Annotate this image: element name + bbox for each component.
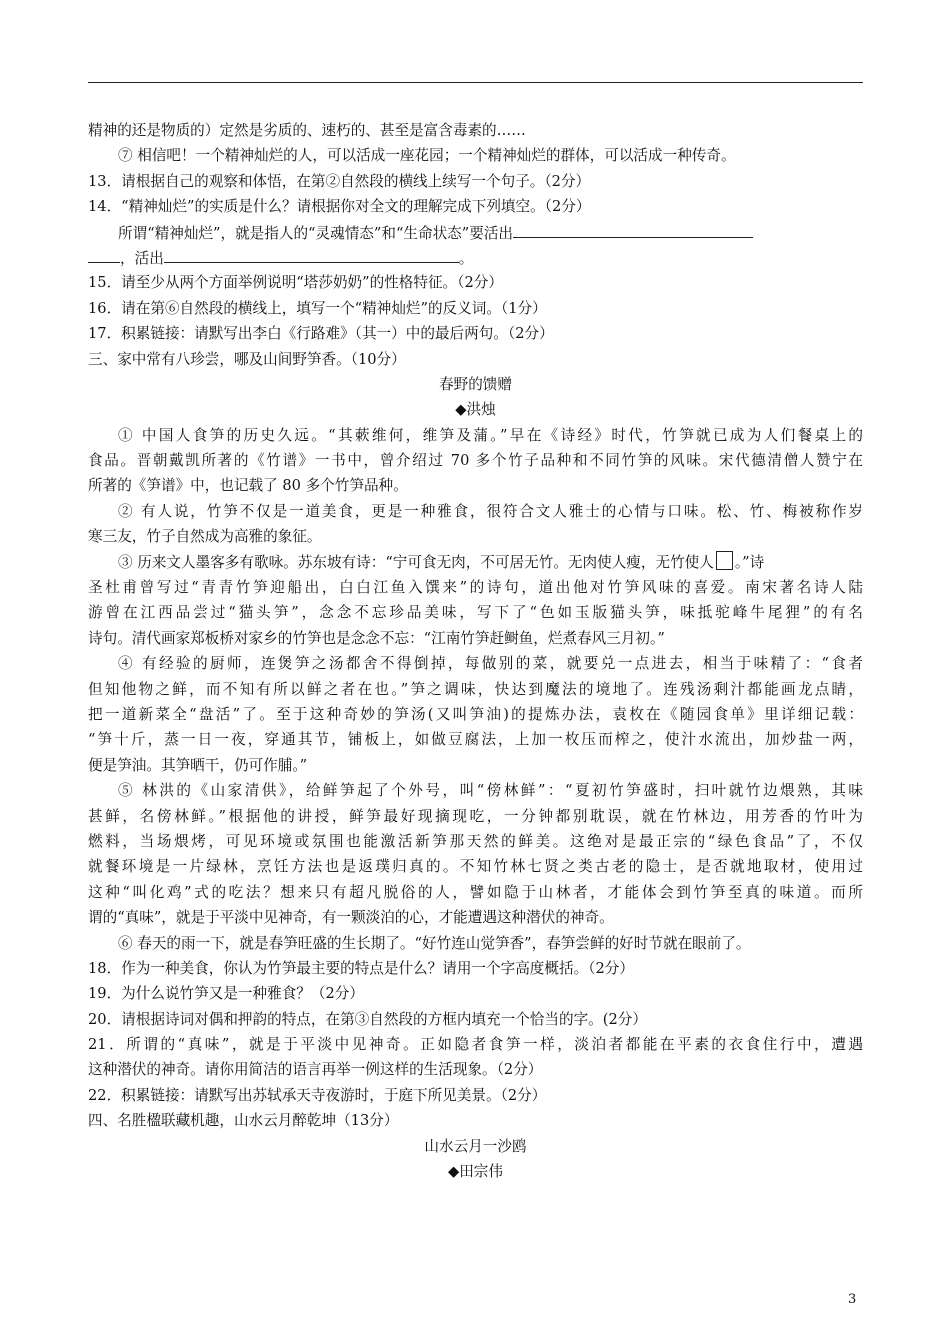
section-3-heading: 三、家中常有八珍尝，哪及山间野笋香。（10分） [88, 350, 406, 368]
paragraph-2: ② 有人说，竹笋不仅是一道美食，更是一种雅食，很符合文人雅士的心情与口味。松、竹、梅被称作岁 [118, 502, 863, 520]
paragraph-3: 诗句。清代画家郑板桥对家乡的竹笋也是念念不忘：“江南竹笋赶鲥鱼，烂煮春风三月初。” [88, 629, 665, 647]
paragraph-6: ⑥ 春天的雨一下，就是春笋旺盛的生长期了。“好竹连山觉笋香”，春笋尝鲜的好时节就在眼前了。 [118, 934, 751, 952]
paragraph-1: 所著的《笋谱》中，也记载了 80 多个竹笋品种。 [88, 477, 408, 495]
answer-blank[interactable] [164, 245, 459, 263]
section-4-heading: 四、名胜楹联藏机趣，山水云月醉乾坤（13分） [88, 1112, 399, 1130]
paragraph-5: 谓的“真味”，就是于平淡中见神奇，有一颗淡泊的心，才能遭遇这种潜伏的神奇。 [88, 909, 614, 927]
paragraph-2: 寒三友，竹子自然成为高雅的象征。 [88, 528, 322, 546]
answer-blank[interactable] [513, 220, 753, 238]
header-rule [88, 82, 863, 83]
paragraph-5: 燃料，当场煨烤，可见环境或氛围也能激活新笋那天然的鲜美。这绝对是最正宗的“绿色食品”了，不仅 [88, 832, 863, 850]
paragraph-4: 便是笋油。其笋晒干，仍可作脯。” [88, 756, 308, 774]
paragraph-7: ⑦ 相信吧！一个精神灿烂的人，可以活成一座花园；一个精神灿烂的群体，可以活成一种传奇。 [118, 147, 736, 165]
paragraph-1: ① 中国人食笋的历史久远。“其蔌维何，维笋及蒲。”早在《诗经》时代，竹笋就已成为人们餐桌上的 [118, 426, 863, 444]
question-14-fill-line-2 [88, 245, 863, 270]
question-17: 17．积累链接：请默写出李白《行路难》（其一）中的最后两句。（2分） [88, 325, 554, 343]
paragraph-4: “笋十斤，蒸一日一夜，穿通其节，铺板上，如做豆腐法，上加一枚压而榨之，使汁水流出，加炒盐一两， [88, 731, 863, 749]
question-21: 21．所谓的“真味”，就是于平淡中见神奇。正如隐者食笋一样，淡泊者都能在平素的衣食住行中，遭遇 [88, 1036, 863, 1054]
question-19: 19．为什么说竹笋又是一种雅食？（2分） [88, 985, 364, 1003]
paragraph-4: 把一道新菜全“盘活”了。至于这种奇妙的笋汤(又叫笋油)的提炼办法，袁枚在《随园食单》里详细记载： [88, 705, 863, 723]
document-body [88, 118, 863, 1184]
question-14-fill-line-1 [88, 220, 863, 245]
paragraph-4: ④ 有经验的厨师，连煲笋之汤都舍不得倒掉，每做别的菜，就要兑一点进去，相当于味精了：“食者 [118, 655, 863, 673]
paragraph-5: 这种“叫化鸡”式的吃法？想来只有超凡脱俗的人，譬如隐于山林者，才能体会到竹笋至真的味道。而所 [88, 883, 863, 901]
question-16: 16．请在第⑥自然段的横线上，填写一个“精神灿烂”的反义词。（1分） [88, 299, 547, 317]
question-14-fill-text: 所谓“精神灿烂”，就是指人的“灵魂情态”和“生命状态”要活出 [118, 224, 514, 242]
answer-blank[interactable] [88, 245, 120, 263]
paragraph-3-text: ③ 历来文人墨客多有歌咏。苏东坡有诗：“宁可食无肉，不可居无竹。无肉使人瘦，无竹使人 [118, 553, 714, 571]
paragraph-5: 就餐环境是一片绿林，烹饪方法也是返璞归真的。不知竹林七贤之类古老的隐士，是否就地取材，使用过 [88, 858, 863, 876]
question-13: 13．请根据自己的观察和体悟，在第②自然段的横线上续写一个句子。（2分） [88, 172, 591, 190]
paragraph-3: 游曾在江西品尝过“猫头笋”，念念不忘珍品美味，写下了“色如玉版猫头笋，味抵驼峰牛尾狸”的有名 [88, 604, 863, 622]
paragraph-5: ⑤ 林洪的《山家清供》，给鲜笋起了个外号，叫“傍林鲜”：“夏初竹笋盛时，扫叶就竹边煨熟，其味 [118, 782, 863, 800]
article-author: ◆洪烛 [455, 401, 496, 419]
article-author: ◆田宗伟 [447, 1163, 503, 1181]
question-20: 20．请根据诗词对偶和押韵的特点，在第③自然段的方框内填充一个恰当的字。(2分） [88, 1010, 647, 1028]
question-18: 18．作为一种美食，你认为竹笋最主要的特点是什么？请用一个字高度概括。（2分） [88, 959, 634, 977]
paragraph-5: 甚鲜，名傍林鲜。”根据他的讲授，鲜笋最好现摘现吃，一分钟都别耽误，就在竹林边，用芳香的竹叶为 [88, 807, 863, 825]
article-title: 春野的馈赠 [439, 375, 512, 393]
paragraph-3 [88, 550, 863, 575]
question-21: 这种潜伏的神奇。请你用简洁的语言再举一例这样的生活现象。（2分） [88, 1061, 543, 1079]
paragraph-1: 食品。晋朝戴凯所著的《竹谱》一书中，曾介绍过 70 多个竹子品种和不同竹笋的风味。宋代德清僧人赞宁在 [88, 452, 863, 470]
paragraph-3-text: 。”诗 [734, 553, 765, 571]
page-number: 3 [848, 1292, 857, 1307]
question-14: 14．“精神灿烂”的实质是什么？请根据你对全文的理解完成下列填空。（2分） [88, 198, 591, 216]
question-14-fill-text: ，活出 [120, 249, 164, 267]
paragraph-4: 但知他物之鲜，而不知有所以鲜之者在也。”笋之调味，快达到魔法的境地了。连残汤剩汁都能画龙点睛， [88, 680, 863, 698]
question-15: 15．请至少从两个方面举例说明“塔莎奶奶”的性格特征。（2分） [88, 274, 503, 292]
article-title: 山水云月一沙鸥 [424, 1137, 527, 1155]
answer-box[interactable] [716, 551, 733, 570]
text-line: 精神的还是物质的）定然是劣质的、速朽的、甚至是富含毒素的…… [88, 122, 526, 139]
question-22: 22．积累链接：请默写出苏轼承天寺夜游时，于庭下所见美景。（2分） [88, 1086, 547, 1104]
question-14-fill-text: 。 [458, 249, 474, 267]
paragraph-3: 圣杜甫曾写过“青青竹笋迎船出，白白江鱼入馔来”的诗句，道出他对竹笋风味的喜爱。南宋著名诗人陆 [88, 579, 863, 597]
